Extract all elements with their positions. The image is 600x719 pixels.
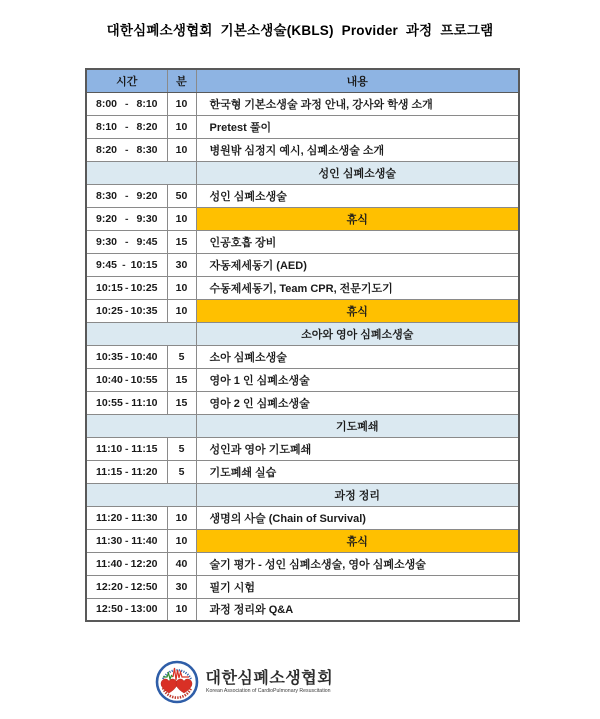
- time-separator: -: [124, 557, 129, 570]
- time-end: 10:15: [130, 258, 158, 271]
- minutes-cell: 10: [167, 276, 196, 299]
- time-separator: -: [125, 281, 129, 294]
- minutes-cell: 15: [167, 230, 196, 253]
- time-separator: -: [125, 373, 129, 386]
- content-cell: 필기 시험: [196, 575, 519, 598]
- schedule-row: [86, 575, 519, 598]
- time-start: 12:50: [96, 603, 123, 616]
- page-title: 대한심폐소생협회 기본소생술(KBLS) Provider 과정 프로그램: [106, 23, 494, 38]
- section-title: 성인 심폐소생술: [196, 161, 519, 184]
- section-row: [86, 161, 519, 184]
- section-empty-cell: [86, 483, 196, 506]
- minutes-cell: 5: [167, 345, 196, 368]
- time-end: 10:40: [130, 350, 158, 363]
- time-cell: [86, 115, 167, 138]
- break-label: 휴식: [196, 207, 519, 230]
- content-cell: 술기 평가 - 성인 심폐소생술, 영아 심폐소생술: [196, 552, 519, 575]
- schedule-body: [86, 92, 519, 621]
- time-end: 9:45: [136, 235, 158, 248]
- section-empty-cell: [86, 322, 196, 345]
- section-title: 소아와 영아 심폐소생술: [196, 322, 519, 345]
- minutes-cell: 50: [167, 184, 196, 207]
- time-start: 10:15: [96, 281, 123, 294]
- time-cell: [86, 184, 167, 207]
- minutes-cell: 10: [167, 529, 196, 552]
- time-start: 8:00: [96, 97, 118, 110]
- time-cell: [86, 506, 167, 529]
- table-header-row: [86, 69, 519, 92]
- kacpr-emblem-icon: [155, 660, 199, 704]
- time-start: 9:30: [96, 235, 118, 248]
- section-empty-cell: [86, 414, 196, 437]
- time-cell: [86, 529, 167, 552]
- time-cell: [86, 391, 167, 414]
- time-separator: -: [125, 603, 129, 616]
- schedule-row: [86, 276, 519, 299]
- minutes-cell: 30: [167, 253, 196, 276]
- time-separator: -: [125, 350, 129, 363]
- time-end: 11:30: [131, 511, 158, 524]
- minutes-cell: 10: [167, 598, 196, 621]
- time-separator: -: [125, 235, 129, 248]
- section-row: [86, 322, 519, 345]
- time-separator: -: [125, 120, 129, 133]
- schedule-row: [86, 115, 519, 138]
- schedule-row: [86, 184, 519, 207]
- schedule-row: [86, 506, 519, 529]
- time-end: 10:25: [130, 281, 158, 294]
- time-start: 11:30: [96, 534, 123, 547]
- time-cell: [86, 138, 167, 161]
- time-cell: [86, 92, 167, 115]
- content-cell: 자동제세동기 (AED): [196, 253, 519, 276]
- logo-subtitle: Korean Association of CardioPulmonary Resuscitation: [205, 687, 331, 694]
- time-separator: -: [125, 189, 129, 202]
- time-separator: -: [125, 442, 129, 455]
- content-cell: 성인 심폐소생술: [196, 184, 519, 207]
- section-row: [86, 483, 519, 506]
- time-end: 9:30: [136, 212, 158, 225]
- content-cell: Pretest 풀이: [196, 115, 519, 138]
- time-end: 13:00: [130, 603, 158, 616]
- time-end: 11:15: [131, 442, 158, 455]
- content-cell: 수동제세동기, Team CPR, 전문기도기: [196, 276, 519, 299]
- time-start: 9:45: [96, 258, 118, 271]
- schedule-row: [86, 345, 519, 368]
- section-empty-cell: [86, 161, 196, 184]
- section-title: 과정 정리: [196, 483, 519, 506]
- time-separator: -: [125, 212, 129, 225]
- minutes-cell: 15: [167, 391, 196, 414]
- time-start: 11:15: [96, 465, 123, 478]
- minutes-cell: 10: [167, 115, 196, 138]
- break-label: 휴식: [196, 299, 519, 322]
- time-separator: -: [125, 304, 129, 317]
- time-separator: -: [125, 97, 129, 110]
- association-logo: [0, 660, 600, 704]
- header-time: 시간: [86, 69, 167, 92]
- time-separator: -: [125, 534, 129, 547]
- time-end: 9:20: [136, 189, 158, 202]
- section-title: 기도폐쇄: [196, 414, 519, 437]
- time-end: 11:20: [131, 465, 158, 478]
- time-start: 11:10: [96, 442, 123, 455]
- content-cell: 생명의 사슬 (Chain of Survival): [196, 506, 519, 529]
- time-end: 8:30: [136, 143, 158, 156]
- content-cell: 병원밖 심정지 예시, 심폐소생술 소개: [196, 138, 519, 161]
- content-cell: 한국형 기본소생술 과정 안내, 강사와 학생 소개: [196, 92, 519, 115]
- time-start: 10:35: [96, 350, 123, 363]
- time-cell: [86, 368, 167, 391]
- schedule-row: [86, 230, 519, 253]
- time-cell: [86, 575, 167, 598]
- minutes-cell: 15: [167, 368, 196, 391]
- schedule-row: [86, 460, 519, 483]
- minutes-cell: 10: [167, 506, 196, 529]
- time-cell: [86, 437, 167, 460]
- schedule-row: [86, 598, 519, 621]
- time-cell: [86, 460, 167, 483]
- schedule-row: [86, 253, 519, 276]
- content-cell: 인공호흡 장비: [196, 230, 519, 253]
- time-end: 8:20: [136, 120, 158, 133]
- break-row: [86, 529, 519, 552]
- content-cell: 영아 2 인 심폐소생술: [196, 391, 519, 414]
- time-end: 10:35: [130, 304, 158, 317]
- content-cell: 기도폐쇄 실습: [196, 460, 519, 483]
- time-separator: -: [125, 143, 129, 156]
- time-cell: [86, 552, 167, 575]
- content-cell: 소아 심폐소생술: [196, 345, 519, 368]
- header-content: 내용: [196, 69, 519, 92]
- logo-text-block: [206, 670, 446, 695]
- break-row: [86, 299, 519, 322]
- content-cell: 영아 1 인 심폐소생술: [196, 368, 519, 391]
- time-end: 11:10: [131, 396, 158, 409]
- time-start: 12:20: [96, 580, 123, 593]
- time-start: 10:55: [96, 396, 123, 409]
- minutes-cell: 10: [167, 92, 196, 115]
- minutes-cell: 10: [167, 138, 196, 161]
- time-cell: [86, 299, 167, 322]
- schedule-row: [86, 391, 519, 414]
- content-cell: 성인과 영아 기도폐쇄: [196, 437, 519, 460]
- logo-title: 대한심폐소생협회: [205, 669, 334, 687]
- time-separator: -: [122, 258, 126, 271]
- minutes-cell: 30: [167, 575, 196, 598]
- break-label: 휴식: [196, 529, 519, 552]
- schedule-row: [86, 552, 519, 575]
- schedule-row: [86, 138, 519, 161]
- minutes-cell: 40: [167, 552, 196, 575]
- content-cell: 과정 정리와 Q&A: [196, 598, 519, 621]
- schedule-row: [86, 437, 519, 460]
- minutes-cell: 10: [167, 207, 196, 230]
- time-start: 8:10: [96, 120, 118, 133]
- time-separator: -: [125, 511, 129, 524]
- time-separator: -: [125, 465, 129, 478]
- time-start: 8:30: [96, 189, 118, 202]
- time-end: 10:55: [130, 373, 158, 386]
- section-row: [86, 414, 519, 437]
- time-end: 12:50: [130, 580, 158, 593]
- time-cell: [86, 276, 167, 299]
- time-start: 9:20: [96, 212, 118, 225]
- minutes-cell: 5: [167, 460, 196, 483]
- minutes-cell: 5: [167, 437, 196, 460]
- time-start: 8:20: [96, 143, 118, 156]
- break-row: [86, 207, 519, 230]
- time-start: 10:25: [96, 304, 123, 317]
- time-start: 10:40: [96, 373, 123, 386]
- time-end: 11:40: [131, 534, 158, 547]
- time-end: 8:10: [136, 97, 158, 110]
- schedule-row: [86, 92, 519, 115]
- time-end: 12:20: [130, 557, 158, 570]
- time-separator: -: [125, 580, 129, 593]
- time-start: 11:20: [96, 511, 123, 524]
- time-cell: [86, 253, 167, 276]
- time-cell: [86, 345, 167, 368]
- time-start: 11:40: [96, 557, 123, 570]
- time-separator: -: [125, 396, 129, 409]
- time-cell: [86, 207, 167, 230]
- schedule-row: [86, 368, 519, 391]
- header-minutes: 분: [167, 69, 196, 92]
- time-cell: [86, 598, 167, 621]
- time-cell: [86, 230, 167, 253]
- schedule-table: [85, 68, 520, 622]
- minutes-cell: 10: [167, 299, 196, 322]
